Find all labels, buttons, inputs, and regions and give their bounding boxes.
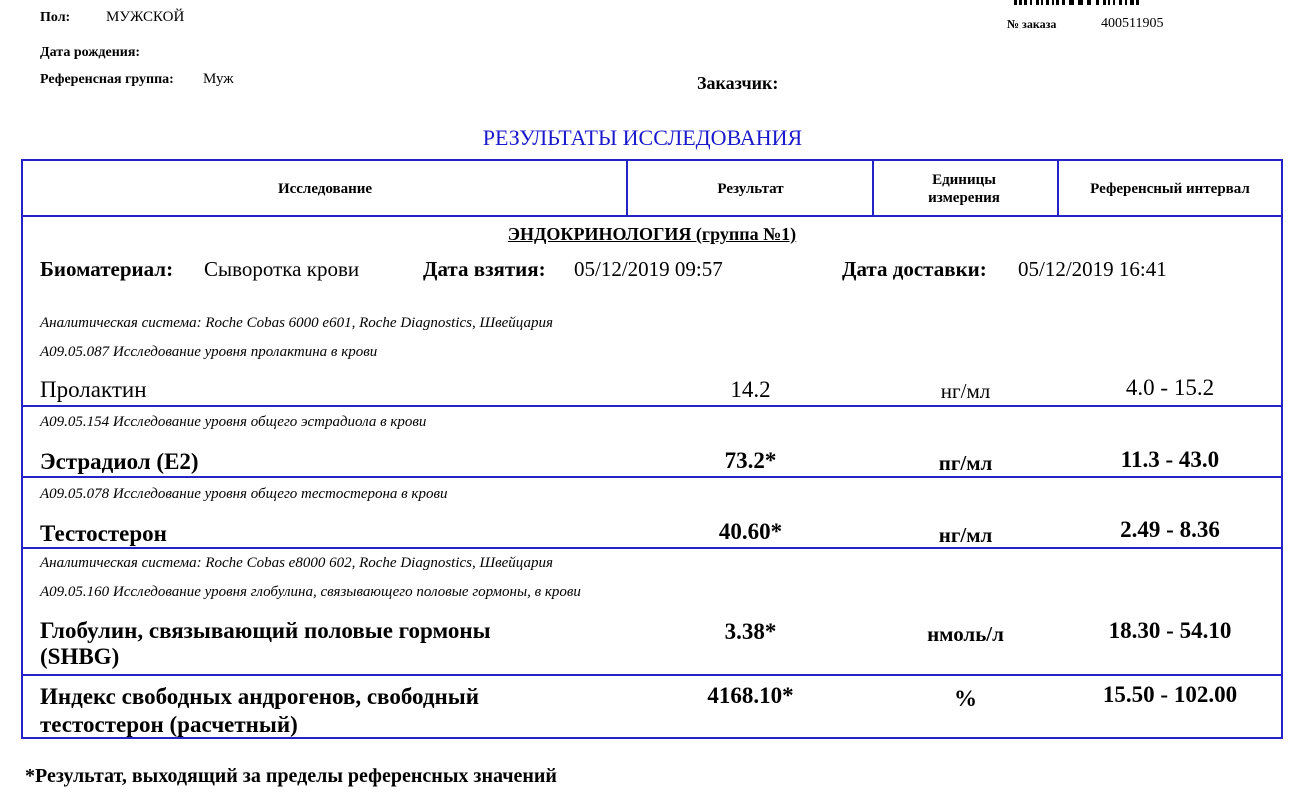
delivered-date-value: 05/12/2019 16:41 [1018, 257, 1167, 281]
footnote: *Результат, выходящий за пределы референсных значений [25, 765, 557, 787]
group-title: ЭНДОКРИНОЛОГИЯ (группа №1) [507, 224, 797, 244]
customer-label: Заказчик: [697, 73, 779, 93]
ref-group-label: Референсная группа: [40, 72, 174, 87]
barcode [1014, 0, 1141, 5]
analyte-name-line2: тестостерон (расчетный) [40, 712, 298, 737]
order-number-value: 400511905 [1101, 16, 1164, 31]
unit: % [954, 686, 977, 711]
analyte-name-line2: (SHBG) [40, 644, 120, 669]
analytic-system-1: Аналитическая система: Roche Cobas 6000 e601, Roche Diagnostics, Швейцария [40, 315, 553, 331]
taken-date-label: Дата взятия: [423, 257, 546, 281]
row-divider [23, 476, 1281, 478]
result-value: 73.2* [724, 448, 777, 473]
row-divider [23, 547, 1281, 549]
header-divider [23, 215, 1281, 217]
biomaterial-label: Биоматериал: [40, 257, 174, 281]
page-title: РЕЗУЛЬТАТЫ ИССЛЕДОВАНИЯ [482, 125, 803, 150]
delivered-date-label: Дата доставки: [842, 257, 987, 281]
unit: пг/мл [938, 451, 993, 475]
reference-interval: 4.0 - 15.2 [1125, 375, 1215, 400]
header-result: Результат [717, 181, 784, 197]
study-code: A09.05.078 Исследование уровня общего тестостерона в крови [40, 486, 448, 502]
analyte-name-line1: Глобулин, связывающий половые гормоны [40, 618, 491, 643]
reference-interval: 2.49 - 8.36 [1120, 517, 1220, 542]
taken-date-value: 05/12/2019 09:57 [574, 257, 723, 281]
study-code: A09.05.160 Исследование уровня глобулина, связывающего половые гормоны, в крови [40, 584, 581, 600]
order-number-label: № заказа [1007, 17, 1057, 31]
result-value: 14.2 [730, 377, 771, 402]
result-value: 3.38* [724, 619, 777, 644]
header-study: Исследование [277, 181, 373, 197]
study-code: A09.05.154 Исследование уровня общего эстрадиола в крови [40, 414, 427, 430]
header-reference: Референсный интервал [1090, 181, 1250, 197]
analyte-name [40, 618, 491, 670]
header-units: Единицы измерения [928, 172, 1000, 206]
results-table [21, 159, 1283, 739]
reference-interval: 15.50 - 102.00 [1102, 682, 1238, 707]
result-value: 4168.10* [707, 683, 794, 708]
unit: нмоль/л [927, 622, 1004, 646]
reference-interval: 18.30 - 54.10 [1108, 618, 1232, 643]
analyte-name: Тестостерон [40, 521, 167, 546]
study-code: A09.05.087 Исследование уровня пролактина в крови [40, 344, 378, 360]
biomaterial-value: Сыворотка крови [204, 257, 360, 281]
barcode-bar [1139, 0, 1141, 5]
reference-interval: 11.3 - 43.0 [1120, 447, 1220, 472]
sex-label: Пол: [40, 10, 71, 25]
analyte-name-line1: Индекс свободных андрогенов, свободный [40, 684, 479, 709]
analyte-name: Пролактин [40, 377, 147, 402]
birth-date-label: Дата рождения: [40, 45, 141, 60]
unit: нг/мл [940, 379, 991, 403]
ref-group-value: Муж [203, 71, 234, 87]
unit: нг/мл [938, 523, 993, 547]
row-divider [23, 674, 1281, 676]
analyte-name [40, 683, 479, 739]
row-divider [23, 405, 1281, 407]
sex-value: МУЖСКОЙ [106, 9, 185, 25]
result-value: 40.60* [718, 519, 783, 544]
analytic-system-2: Аналитическая система: Roche Cobas e8000 602, Roche Diagnostics, Швейцария [40, 555, 553, 571]
analyte-name: Эстрадиол (E2) [40, 449, 199, 474]
